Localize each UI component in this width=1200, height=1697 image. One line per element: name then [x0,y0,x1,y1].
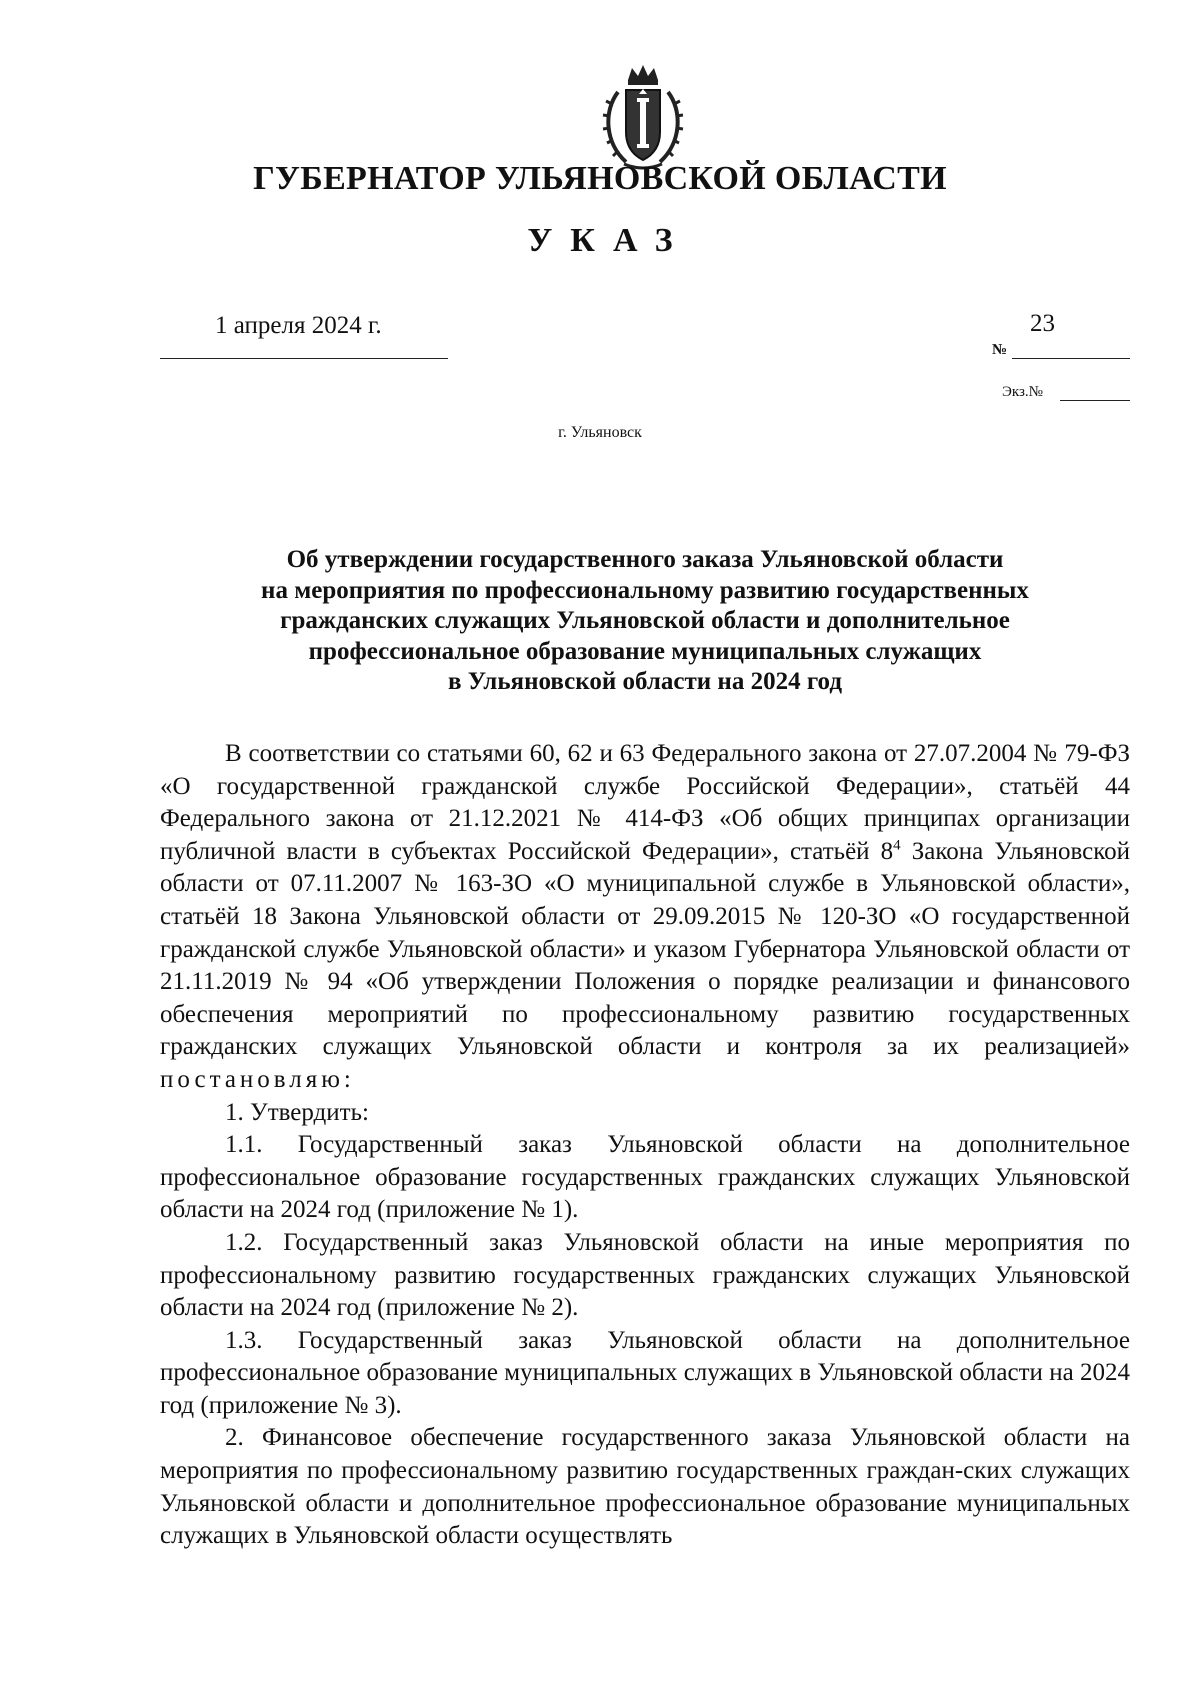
ulyanovsk-coat-of-arms-icon [598,62,688,174]
document-body [160,738,1130,1553]
resolve-word: постановляю: [160,1065,355,1093]
authority-title: ГУБЕРНАТОР УЛЬЯНОВСКОЙ ОБЛАСТИ [253,160,947,197]
document-number: 23 [1030,310,1055,337]
date-underline [160,358,448,359]
article-superscript: 4 [893,837,901,854]
heading-line: профессиональное образование муниципальных служащих [308,637,982,665]
number-underline [1012,358,1130,359]
document-type-title: УКАЗ [527,222,691,259]
copy-number-underline [1060,400,1130,401]
heading-line: гражданских служащих Ульяновской области и дополнительное [280,607,1010,634]
clause-2: 2. Финансовое обеспечение государственного заказа Ульяновской области на мероприятия по профессиональному развитию государственных граждан-ских служащих Ульяновской области и дополнительное профессиональное образование муниципальных служащих в Ульяновской области осуществлять [160,1424,1130,1550]
document-heading [160,545,1130,698]
heading-line: в Ульяновской области на 2024 год [448,668,842,695]
preamble-text: В соответствии со статьями 60, 62 и 63 Федерального закона от 27.07.2004 № 79-ФЗ «О государственной гражданской службе Российской Федерации», статьёй 44 Федерального закона от 21.12.2021 № 414-ФЗ «Об общих принципах организации публичной власти в субъектах Российской Федерации», статьёй 8 [160,740,1130,865]
clause-1-1: 1.1. Государственный заказ Ульяновской области на дополнительное профессиональное образование государственных гражданских служащих Ульяновской области на 2024 год (приложение № 1). [160,1131,1130,1224]
heading-line: на мероприятия по профессиональному развитию государственных [261,576,1029,604]
coat-of-arms-graphic [598,62,688,174]
preamble-text-continued: Закона Ульяновской области от 07.11.2007 № 163-ЗО «О муниципальной службе в Ульяновской области», статьёй 18 Закона Ульяновской области от 29.09.2015 № 120-ЗО «О государственной гражданской службе Ульяновской области» и указом Губернатора Ульяновской области от 21.11.2019 № 94 «Об утверждении Положения о порядке реализации и финансового обеспечения мероприятий по профессиональному развитию государственных гражданских служащих Ульяновской области и контроля за их реализацией» [160,837,1130,1061]
preamble-paragraph [160,738,1130,1097]
clause-1-3: 1.3. Государственный заказ Ульяновской области на дополнительное профессиональное образование муниципальных служащих в Ульяновской области на 2024 год (приложение № 3). [160,1326,1130,1419]
copy-number-label: Экз.№ [1002,384,1043,400]
number-label: № [992,342,1008,358]
clause-1-2: 1.2. Государственный заказ Ульяновской области на иные мероприятия по профессиональному развитию государственных гражданских служащих Ульяновской области на 2024 год (приложение № 2). [160,1228,1130,1322]
clause-1: 1. Утвердить: [225,1098,369,1126]
heading-line: Об утверждении государственного заказа Ульяновской области [286,546,1004,573]
issuing-city: г. Ульяновск [558,424,642,441]
document-date: 1 апреля 2024 г. [215,312,382,339]
